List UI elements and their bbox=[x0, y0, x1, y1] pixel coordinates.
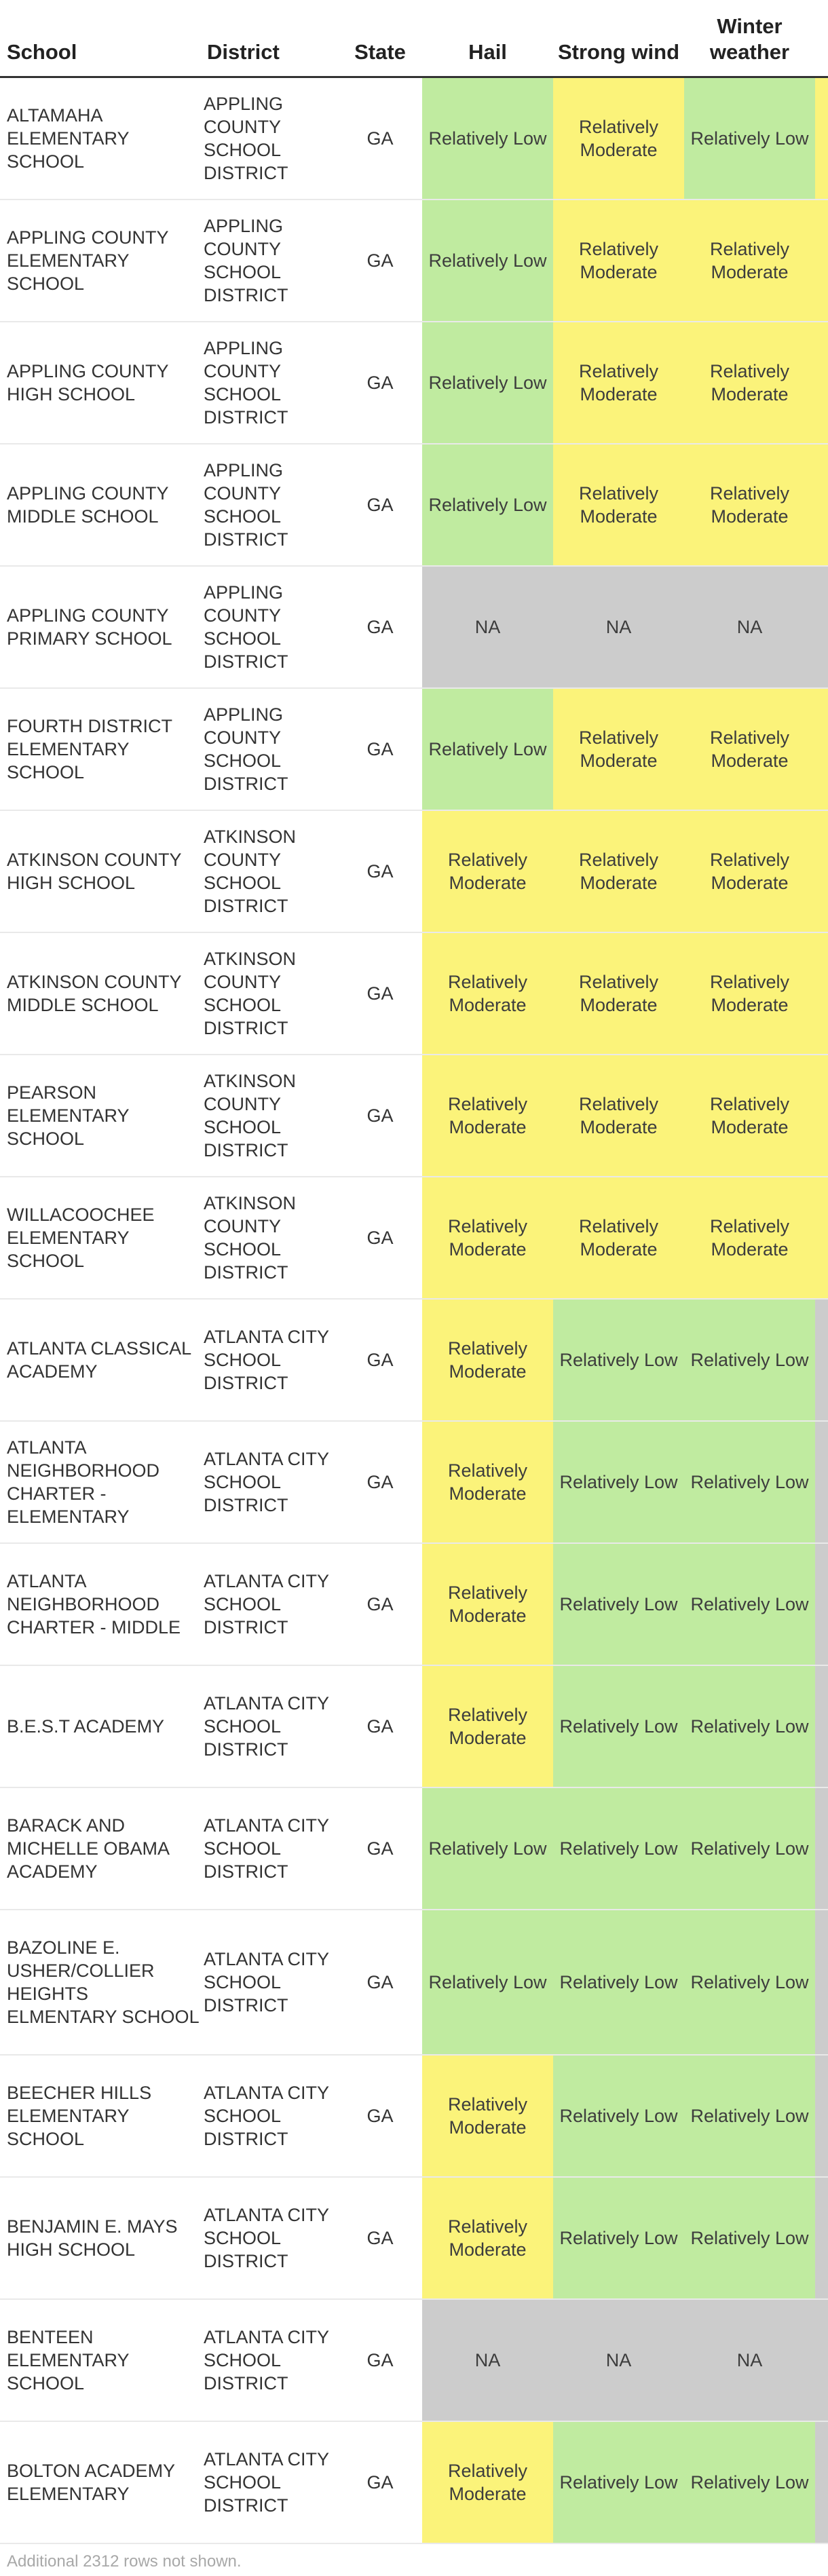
table-row bbox=[0, 688, 828, 810]
table-row bbox=[0, 1665, 828, 1787]
school-name-cell: ATKINSON COUNTY HIGH SCHOOL bbox=[0, 810, 200, 932]
table-row bbox=[0, 1421, 828, 1543]
school-risk-table bbox=[0, 14, 828, 2544]
district-name-cell: ATLANTA CITY SCHOOL DISTRICT bbox=[200, 1910, 338, 2055]
state-cell: GA bbox=[338, 1055, 422, 1177]
district-name-cell: APPLING COUNTY SCHOOL DISTRICT bbox=[200, 566, 338, 688]
table-row bbox=[0, 444, 828, 566]
district-name-cell: ATLANTA CITY SCHOOL DISTRICT bbox=[200, 2299, 338, 2421]
state-cell: GA bbox=[338, 2055, 422, 2177]
state-cell: GA bbox=[338, 566, 422, 688]
clipped-risk-cell bbox=[815, 2055, 828, 2177]
strong-wind-risk-cell: Relatively Moderate bbox=[553, 688, 684, 810]
district-name-cell: ATKINSON COUNTY SCHOOL DISTRICT bbox=[200, 1177, 338, 1299]
strong-wind-risk-cell: Relatively Moderate bbox=[553, 932, 684, 1055]
school-name-cell: WILLACOOCHEE ELEMENTARY SCHOOL bbox=[0, 1177, 200, 1299]
hail-risk-cell: Relatively Moderate bbox=[422, 2055, 553, 2177]
clipped-risk-cell bbox=[815, 200, 828, 322]
clipped-risk-cell bbox=[815, 566, 828, 688]
table-row bbox=[0, 1299, 828, 1421]
strong-wind-risk-cell: Relatively Moderate bbox=[553, 810, 684, 932]
table-row bbox=[0, 810, 828, 932]
winter-weather-risk-cell: Relatively Low bbox=[684, 1787, 815, 1910]
strong-wind-risk-cell: Relatively Moderate bbox=[553, 444, 684, 566]
hail-risk-cell: Relatively Moderate bbox=[422, 1665, 553, 1787]
table-row bbox=[0, 1787, 828, 1910]
winter-weather-risk-cell: Relatively Low bbox=[684, 2055, 815, 2177]
clipped-risk-cell bbox=[815, 1665, 828, 1787]
school-name-cell: BOLTON ACADEMY ELEMENTARY bbox=[0, 2421, 200, 2543]
winter-weather-risk-cell: Relatively Low bbox=[684, 1421, 815, 1543]
school-name-cell: PEARSON ELEMENTARY SCHOOL bbox=[0, 1055, 200, 1177]
hail-risk-cell: Relatively Moderate bbox=[422, 932, 553, 1055]
strong-wind-risk-cell: Relatively Low bbox=[553, 2421, 684, 2543]
hail-risk-cell: Relatively Low bbox=[422, 1910, 553, 2055]
winter-weather-risk-cell: Relatively Low bbox=[684, 1299, 815, 1421]
state-cell: GA bbox=[338, 1177, 422, 1299]
hail-risk-cell: NA bbox=[422, 566, 553, 688]
hail-risk-cell: Relatively Moderate bbox=[422, 1421, 553, 1543]
hail-risk-cell: Relatively Moderate bbox=[422, 1543, 553, 1665]
winter-weather-risk-cell: Relatively Low bbox=[684, 2421, 815, 2543]
hail-risk-cell: Relatively Low bbox=[422, 200, 553, 322]
district-name-cell: APPLING COUNTY SCHOOL DISTRICT bbox=[200, 688, 338, 810]
clipped-risk-cell bbox=[815, 810, 828, 932]
clipped-risk-cell bbox=[815, 932, 828, 1055]
school-name-cell: B.E.S.T ACADEMY bbox=[0, 1665, 200, 1787]
hail-risk-cell: Relatively Moderate bbox=[422, 810, 553, 932]
state-cell: GA bbox=[338, 2177, 422, 2299]
school-name-cell: ATKINSON COUNTY MIDDLE SCHOOL bbox=[0, 932, 200, 1055]
school-name-cell: BENJAMIN E. MAYS HIGH SCHOOL bbox=[0, 2177, 200, 2299]
district-name-cell: ATLANTA CITY SCHOOL DISTRICT bbox=[200, 1421, 338, 1543]
winter-weather-risk-cell: Relatively Moderate bbox=[684, 200, 815, 322]
hail-risk-cell: Relatively Low bbox=[422, 1787, 553, 1910]
school-name-cell: APPLING COUNTY ELEMENTARY SCHOOL bbox=[0, 200, 200, 322]
table-row bbox=[0, 200, 828, 322]
table-row bbox=[0, 932, 828, 1055]
winter-weather-risk-cell: Relatively Low bbox=[684, 1543, 815, 1665]
table-row bbox=[0, 566, 828, 688]
clipped-risk-cell bbox=[815, 1421, 828, 1543]
strong-wind-risk-cell: Relatively Moderate bbox=[553, 200, 684, 322]
clipped-risk-cell bbox=[815, 1299, 828, 1421]
table-row bbox=[0, 2299, 828, 2421]
hail-risk-cell: Relatively Low bbox=[422, 688, 553, 810]
winter-weather-risk-cell: NA bbox=[684, 566, 815, 688]
district-name-cell: ATLANTA CITY SCHOOL DISTRICT bbox=[200, 1299, 338, 1421]
school-name-cell: APPLING COUNTY PRIMARY SCHOOL bbox=[0, 566, 200, 688]
state-cell: GA bbox=[338, 2421, 422, 2543]
winter-weather-risk-cell: NA bbox=[684, 2299, 815, 2421]
clipped-risk-cell bbox=[815, 444, 828, 566]
state-cell: GA bbox=[338, 810, 422, 932]
hail-risk-cell: Relatively Moderate bbox=[422, 1055, 553, 1177]
winter-weather-risk-cell: Relatively Low bbox=[684, 1665, 815, 1787]
hail-risk-cell: Relatively Moderate bbox=[422, 1299, 553, 1421]
district-name-cell: ATKINSON COUNTY SCHOOL DISTRICT bbox=[200, 1055, 338, 1177]
winter-weather-risk-cell: Relatively Low bbox=[684, 2177, 815, 2299]
hail-risk-cell: Relatively Low bbox=[422, 77, 553, 200]
school-name-cell: ATLANTA NEIGHBORHOOD CHARTER - ELEMENTARY bbox=[0, 1421, 200, 1543]
state-cell: GA bbox=[338, 688, 422, 810]
district-column-header[interactable]: District bbox=[200, 14, 338, 77]
state-cell: GA bbox=[338, 322, 422, 444]
winter-weather-column-header[interactable]: Winter weather bbox=[684, 14, 815, 77]
state-cell: GA bbox=[338, 1665, 422, 1787]
winter-weather-risk-cell: Relatively Low bbox=[684, 1910, 815, 2055]
state-cell: GA bbox=[338, 1299, 422, 1421]
clipped-risk-cell bbox=[815, 1543, 828, 1665]
clipped-risk-cell bbox=[815, 2421, 828, 2543]
district-name-cell: ATLANTA CITY SCHOOL DISTRICT bbox=[200, 1665, 338, 1787]
district-name-cell: ATLANTA CITY SCHOOL DISTRICT bbox=[200, 2055, 338, 2177]
winter-weather-risk-cell: Relatively Low bbox=[684, 77, 815, 200]
table-row bbox=[0, 1910, 828, 2055]
clipped-risk-cell bbox=[815, 322, 828, 444]
school-name-cell: APPLING COUNTY HIGH SCHOOL bbox=[0, 322, 200, 444]
school-column-header[interactable]: School bbox=[0, 14, 200, 77]
school-name-cell: ATLANTA CLASSICAL ACADEMY bbox=[0, 1299, 200, 1421]
hail-risk-cell: Relatively Moderate bbox=[422, 2421, 553, 2543]
state-cell: GA bbox=[338, 932, 422, 1055]
hail-column-header[interactable]: Hail bbox=[422, 14, 553, 77]
state-cell: GA bbox=[338, 1421, 422, 1543]
clipped-risk-cell bbox=[815, 1787, 828, 1910]
school-name-cell: BEECHER HILLS ELEMENTARY SCHOOL bbox=[0, 2055, 200, 2177]
strong-wind-risk-cell: Relatively Low bbox=[553, 1910, 684, 2055]
district-name-cell: ATLANTA CITY SCHOOL DISTRICT bbox=[200, 1543, 338, 1665]
school-name-cell: BARACK AND MICHELLE OBAMA ACADEMY bbox=[0, 1787, 200, 1910]
state-cell: GA bbox=[338, 1910, 422, 2055]
school-name-cell: APPLING COUNTY MIDDLE SCHOOL bbox=[0, 444, 200, 566]
strong-wind-risk-cell: Relatively Low bbox=[553, 2177, 684, 2299]
strong-wind-risk-cell: Relatively Moderate bbox=[553, 1055, 684, 1177]
table-row bbox=[0, 322, 828, 444]
district-name-cell: ATLANTA CITY SCHOOL DISTRICT bbox=[200, 2421, 338, 2543]
strong-wind-risk-cell: NA bbox=[553, 2299, 684, 2421]
hail-risk-cell: NA bbox=[422, 2299, 553, 2421]
district-name-cell: ATLANTA CITY SCHOOL DISTRICT bbox=[200, 1787, 338, 1910]
clipped-risk-cell bbox=[815, 1910, 828, 2055]
strong-wind-risk-cell: Relatively Moderate bbox=[553, 322, 684, 444]
table-row bbox=[0, 1177, 828, 1299]
table-row bbox=[0, 2421, 828, 2543]
table-header-row bbox=[0, 14, 828, 77]
strong-wind-risk-cell: Relatively Low bbox=[553, 2055, 684, 2177]
state-column-header[interactable]: State bbox=[338, 14, 422, 77]
school-name-cell: ATLANTA NEIGHBORHOOD CHARTER - MIDDLE bbox=[0, 1543, 200, 1665]
district-name-cell: APPLING COUNTY SCHOOL DISTRICT bbox=[200, 200, 338, 322]
school-name-cell: BENTEEN ELEMENTARY SCHOOL bbox=[0, 2299, 200, 2421]
hail-risk-cell: Relatively Low bbox=[422, 322, 553, 444]
table-row bbox=[0, 77, 828, 200]
rows-not-shown-note: Additional 2312 rows not shown. bbox=[7, 2552, 242, 2571]
state-cell: GA bbox=[338, 77, 422, 200]
state-cell: GA bbox=[338, 1543, 422, 1665]
school-name-cell: BAZOLINE E. USHER/COLLIER HEIGHTS ELMENTARY SCHOOL bbox=[0, 1910, 200, 2055]
strong-wind-column-header[interactable]: Strong wind bbox=[553, 14, 684, 77]
hail-risk-cell: Relatively Low bbox=[422, 444, 553, 566]
winter-weather-risk-cell: Relatively Moderate bbox=[684, 444, 815, 566]
table-row bbox=[0, 2055, 828, 2177]
strong-wind-risk-cell: Relatively Low bbox=[553, 1421, 684, 1543]
winter-weather-risk-cell: Relatively Moderate bbox=[684, 1055, 815, 1177]
strong-wind-risk-cell: NA bbox=[553, 566, 684, 688]
table-row bbox=[0, 1543, 828, 1665]
winter-weather-risk-cell: Relatively Moderate bbox=[684, 932, 815, 1055]
clipped-risk-cell bbox=[815, 77, 828, 200]
table-body bbox=[0, 77, 828, 2543]
hail-risk-cell: Relatively Moderate bbox=[422, 2177, 553, 2299]
clipped-risk-cell bbox=[815, 1055, 828, 1177]
district-name-cell: APPLING COUNTY SCHOOL DISTRICT bbox=[200, 322, 338, 444]
district-name-cell: ATKINSON COUNTY SCHOOL DISTRICT bbox=[200, 810, 338, 932]
strong-wind-risk-cell: Relatively Low bbox=[553, 1299, 684, 1421]
clipped-risk-cell bbox=[815, 688, 828, 810]
school-name-cell: ALTAMAHA ELEMENTARY SCHOOL bbox=[0, 77, 200, 200]
table-row bbox=[0, 1055, 828, 1177]
school-name-cell: FOURTH DISTRICT ELEMENTARY SCHOOL bbox=[0, 688, 200, 810]
district-name-cell: ATKINSON COUNTY SCHOOL DISTRICT bbox=[200, 932, 338, 1055]
district-name-cell: APPLING COUNTY SCHOOL DISTRICT bbox=[200, 444, 338, 566]
clipped-column-header bbox=[815, 14, 828, 77]
winter-weather-risk-cell: Relatively Moderate bbox=[684, 688, 815, 810]
state-cell: GA bbox=[338, 1787, 422, 1910]
district-name-cell: APPLING COUNTY SCHOOL DISTRICT bbox=[200, 77, 338, 200]
clipped-risk-cell bbox=[815, 1177, 828, 1299]
strong-wind-risk-cell: Relatively Moderate bbox=[553, 77, 684, 200]
strong-wind-risk-cell: Relatively Moderate bbox=[553, 1177, 684, 1299]
state-cell: GA bbox=[338, 444, 422, 566]
winter-weather-risk-cell: Relatively Moderate bbox=[684, 1177, 815, 1299]
strong-wind-risk-cell: Relatively Low bbox=[553, 1543, 684, 1665]
table-row bbox=[0, 2177, 828, 2299]
winter-weather-risk-cell: Relatively Moderate bbox=[684, 322, 815, 444]
hail-risk-cell: Relatively Moderate bbox=[422, 1177, 553, 1299]
state-cell: GA bbox=[338, 200, 422, 322]
strong-wind-risk-cell: Relatively Low bbox=[553, 1787, 684, 1910]
clipped-risk-cell bbox=[815, 2177, 828, 2299]
district-name-cell: ATLANTA CITY SCHOOL DISTRICT bbox=[200, 2177, 338, 2299]
state-cell: GA bbox=[338, 2299, 422, 2421]
strong-wind-risk-cell: Relatively Low bbox=[553, 1665, 684, 1787]
clipped-risk-cell bbox=[815, 2299, 828, 2421]
winter-weather-risk-cell: Relatively Moderate bbox=[684, 810, 815, 932]
